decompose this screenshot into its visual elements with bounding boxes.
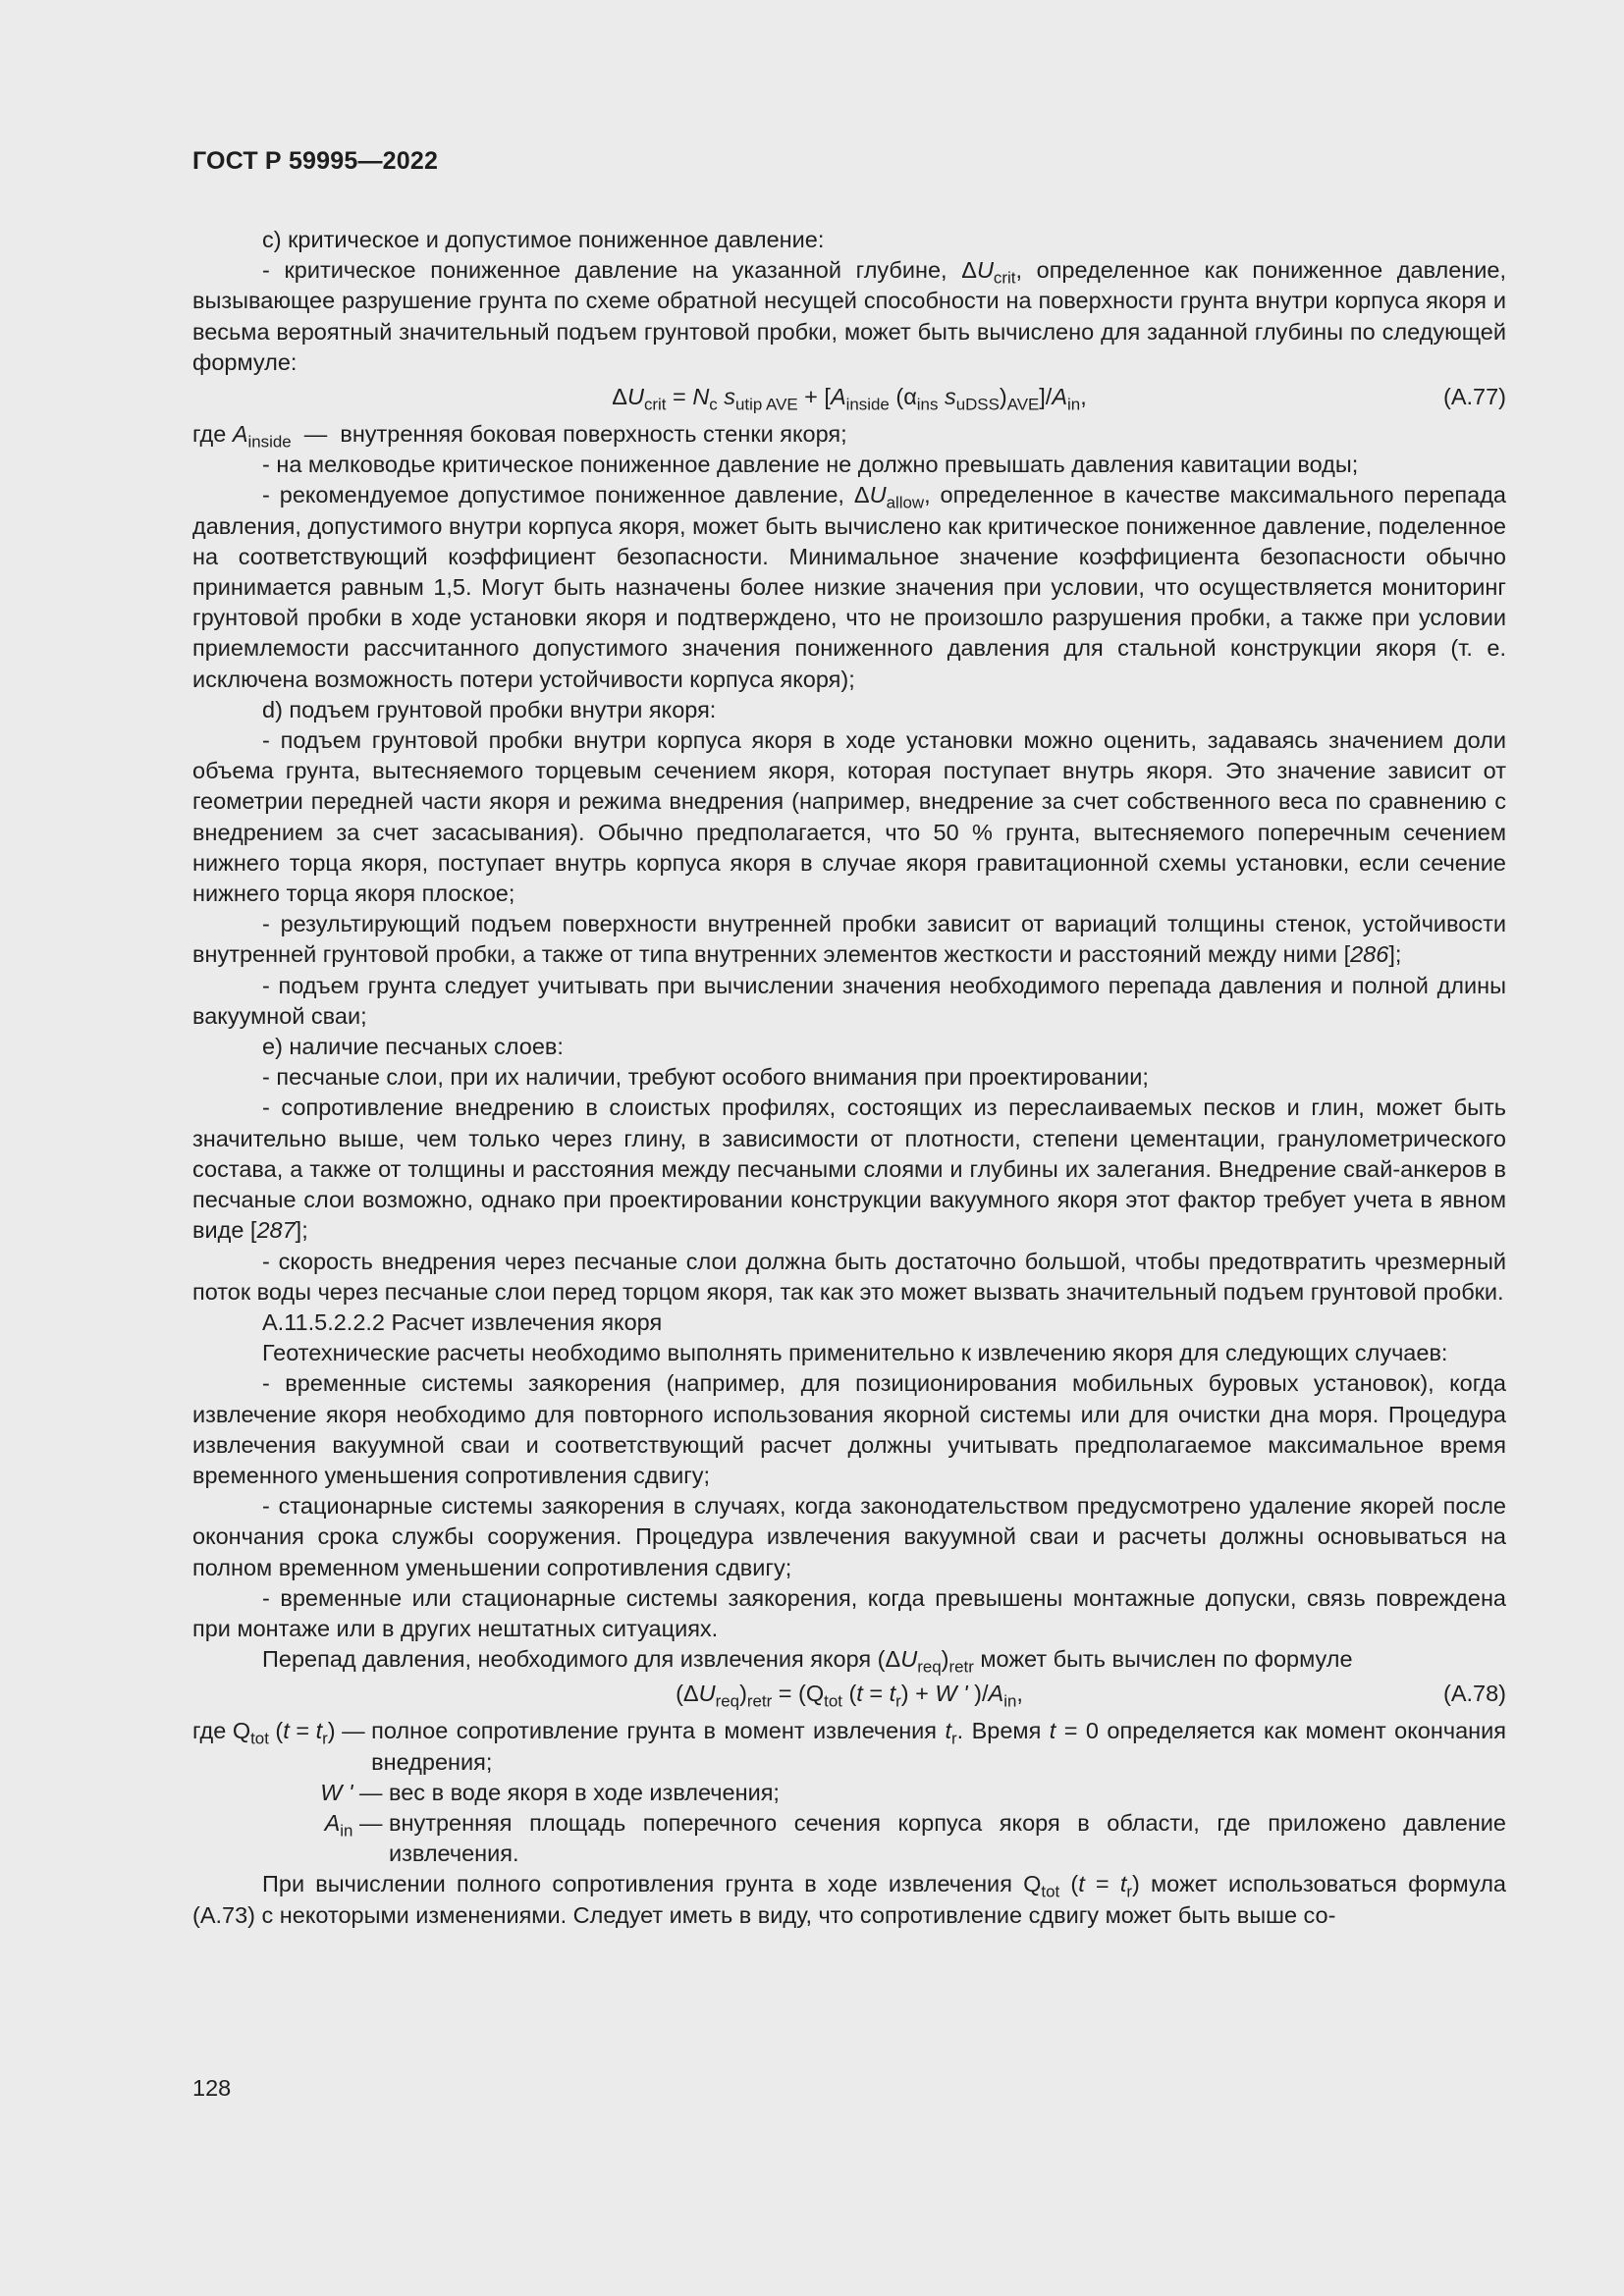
item-c-bullet-1: - критическое пониженное давление на указанной глубине, $\Delta U_{crit}$, определенное как пониженное давление, вызывающее разрушение грунта по схеме обратной несущей способности на поверхности грунта внутри корпуса якоря и весьма вероятный значительный подъем грунтовой пробки, может быть вычислено для заданной глубины по следующей формуле: — [192, 257, 1506, 375]
where-q-tot: где $Q_{tot}$ $(t = t_r)$ — полное сопротивление грунта в момент извлечения $t_r$. Время t = 0 определяется как момент окончания внедрения; — [192, 1718, 1506, 1775]
formula-a77-expression: $\Delta U_{crit} = N_c$ $s_{utip AVE} + [A_{inside}$ ($\alpha_{ins}$ $s_{uDSS})_{AVE}]/A_{in}$, — [612, 384, 1087, 414]
formula-a77-number: (А.77) — [1443, 384, 1506, 410]
item-d-bullet-3: - подъем грунта следует учитывать при вычислении значения необходимого перепада давления и полной длины вакуумной сваи; — [192, 972, 1506, 1029]
item-c-bullet-2: - на мелководье критическое пониженное давление не должно превышать давления кавитации воды; — [262, 452, 1359, 478]
section-heading: А.11.5.2.2.2 Расчет извлечения якоря — [262, 1308, 663, 1335]
reference-287: 287 — [256, 1217, 296, 1244]
where-a-in: $A_{in}$ — внутренняя площадь поперечного сечения корпуса якоря в области, где приложено давление извлечения. — [324, 1809, 1506, 1867]
where-a-inside: где $A_{inside}$ — внутренняя боковая поверхность стенки якоря; — [192, 421, 847, 452]
item-d-bullet-2: - результирующий подъем поверхности внутренней пробки зависит от вариаций толщины стенок, устойчивости внутренней грунтовой пробки, а также от типа внутренних элементов жесткости и расстояний между ними [286]; — [192, 911, 1506, 968]
item-e-bullet-3: - скорость внедрения через песчаные слои должна быть достаточно большой, чтобы предотвратить чрезмерный поток воды через песчаные слои перед торцом якоря, так как это может вызвать значительный подъем грунтовой пробки. — [192, 1248, 1506, 1305]
section-pressure-intro: Перепад давления, необходимого для извлечения якоря $(\Delta U_{req})_{retr}$ может быть вычислен по формуле — [262, 1646, 1353, 1677]
formula-a78 — [192, 1675, 1506, 1712]
section-bullet-2: - стационарные системы заякорения в случаях, когда законодательством предусмотрено удаление якорей после окончания срока службы сооружения. Процедура извлечения вакуумной сваи и расчеты должны основываться на полном временном уменьшении сопротивления сдвигу; — [192, 1493, 1506, 1580]
page-number: 128 — [192, 2075, 232, 2101]
formula-a78-expression: $(\Delta U_{req})_{retr} = (Q_{tot}$ $(t = t_r) + W$ ' )$/A_{in}$, — [676, 1681, 1023, 1711]
item-d-heading: d) подъем грунтовой пробки внутри якоря: — [262, 696, 717, 722]
where-w: W ' — вес в воде якоря в ходе извлечения; — [320, 1779, 780, 1805]
item-c-bullet-3: - рекомендуемое допустимое пониженное давление, $\Delta U_{allow}$, определенное в качестве максимального перепада давления, допустимого внутри корпуса якоря, может быть вычислено как критическое пониженное давление, поделенное на соответствующий коэффициент безопасности. Минимальное значение коэффициента безопасности обычно принимается равным 1,5. Могут быть назначены более низкие значения при условии, что осуществляется мониторинг грунтовой пробки в ходе установки якоря и подтверждено, что не произошло разрушения пробки, а также при условии приемлемости рассчитанного допустимого значения пониженного давления для стальной конструкции якоря (т. е. исключена возможность потери устойчивости корпуса якоря); — [192, 482, 1506, 692]
item-e-bullet-2: - сопротивление внедрению в слоистых профилях, состоящих из переслаиваемых песков и глин, может быть значительно выше, чем только через глину, в зависимости от плотности, степени цементации, гранулометрического состава, а также от толщины и расстояния между песчаными слоями и глубины их залегания. Внедрение свай-анкеров в песчаные слои возможно, однако при проектировании конструкции вакуумного якоря этот фактор требует учета в явном виде [287]; — [192, 1095, 1506, 1244]
item-c-heading: c) критическое и допустимое пониженное давление: — [262, 227, 825, 252]
reference-286: 286 — [1350, 941, 1389, 968]
formula-a78-number: (А.78) — [1443, 1681, 1506, 1707]
item-d-bullet-1: - подъем грунтовой пробки внутри корпуса якоря в ходе установки можно оценить, задаваясь значением доли объема грунта, вытесняемого торцевым сечением якоря, которая поступает внутрь якоря. Это значение зависит от геометрии передней части якоря и режима внедрения (например, внедрение за счет собственного веса по сравнению с внедрением за счет засасывания). Обычно предполагается, что 50 % грунта, вытесняемого поперечным сечением нижнего торца якоря, поступает внутрь корпуса якоря в случае якоря гравитационной схемы установки, если сечение нижнего торца якоря плоское; — [192, 727, 1506, 907]
section-bullet-1: - временные системы заякорения (например, для позиционирования мобильных буровых установок), когда извлечение якоря необходимо для повторного использования якорной системы или для очистки дна моря. Процедура извлечения вакуумной сваи и соответствующий расчет должны учитывать предполагаемое максимальное время временного уменьшения сопротивления сдвигу; — [192, 1370, 1506, 1488]
page-header: ГОСТ Р 59995—2022 — [192, 147, 439, 175]
final-paragraph: При вычислении полного сопротивления грунта в ходе извлечения $Q_{tot}$ $(t = t_r)$ может использоваться формула (А.73) с некоторыми изменениями. Следует иметь в виду, что сопротивление сдвигу может быть выше со- — [192, 1871, 1506, 1928]
item-e-heading: e) наличие песчаных слоев: — [262, 1034, 564, 1060]
formula-a77 — [192, 378, 1506, 415]
section-intro: Геотехнические расчеты необходимо выполнять применительно к извлечению якоря для следующих случаев: — [262, 1340, 1448, 1366]
item-e-bullet-1: - песчаные слои, при их наличии, требуют особого внимания при проектировании; — [262, 1064, 1149, 1091]
section-bullet-3: - временные или стационарные системы заякорения, когда превышены монтажные допуски, связь повреждена при монтаже или в других нештатных ситуациях. — [192, 1584, 1506, 1641]
page-body — [192, 225, 1506, 1931]
